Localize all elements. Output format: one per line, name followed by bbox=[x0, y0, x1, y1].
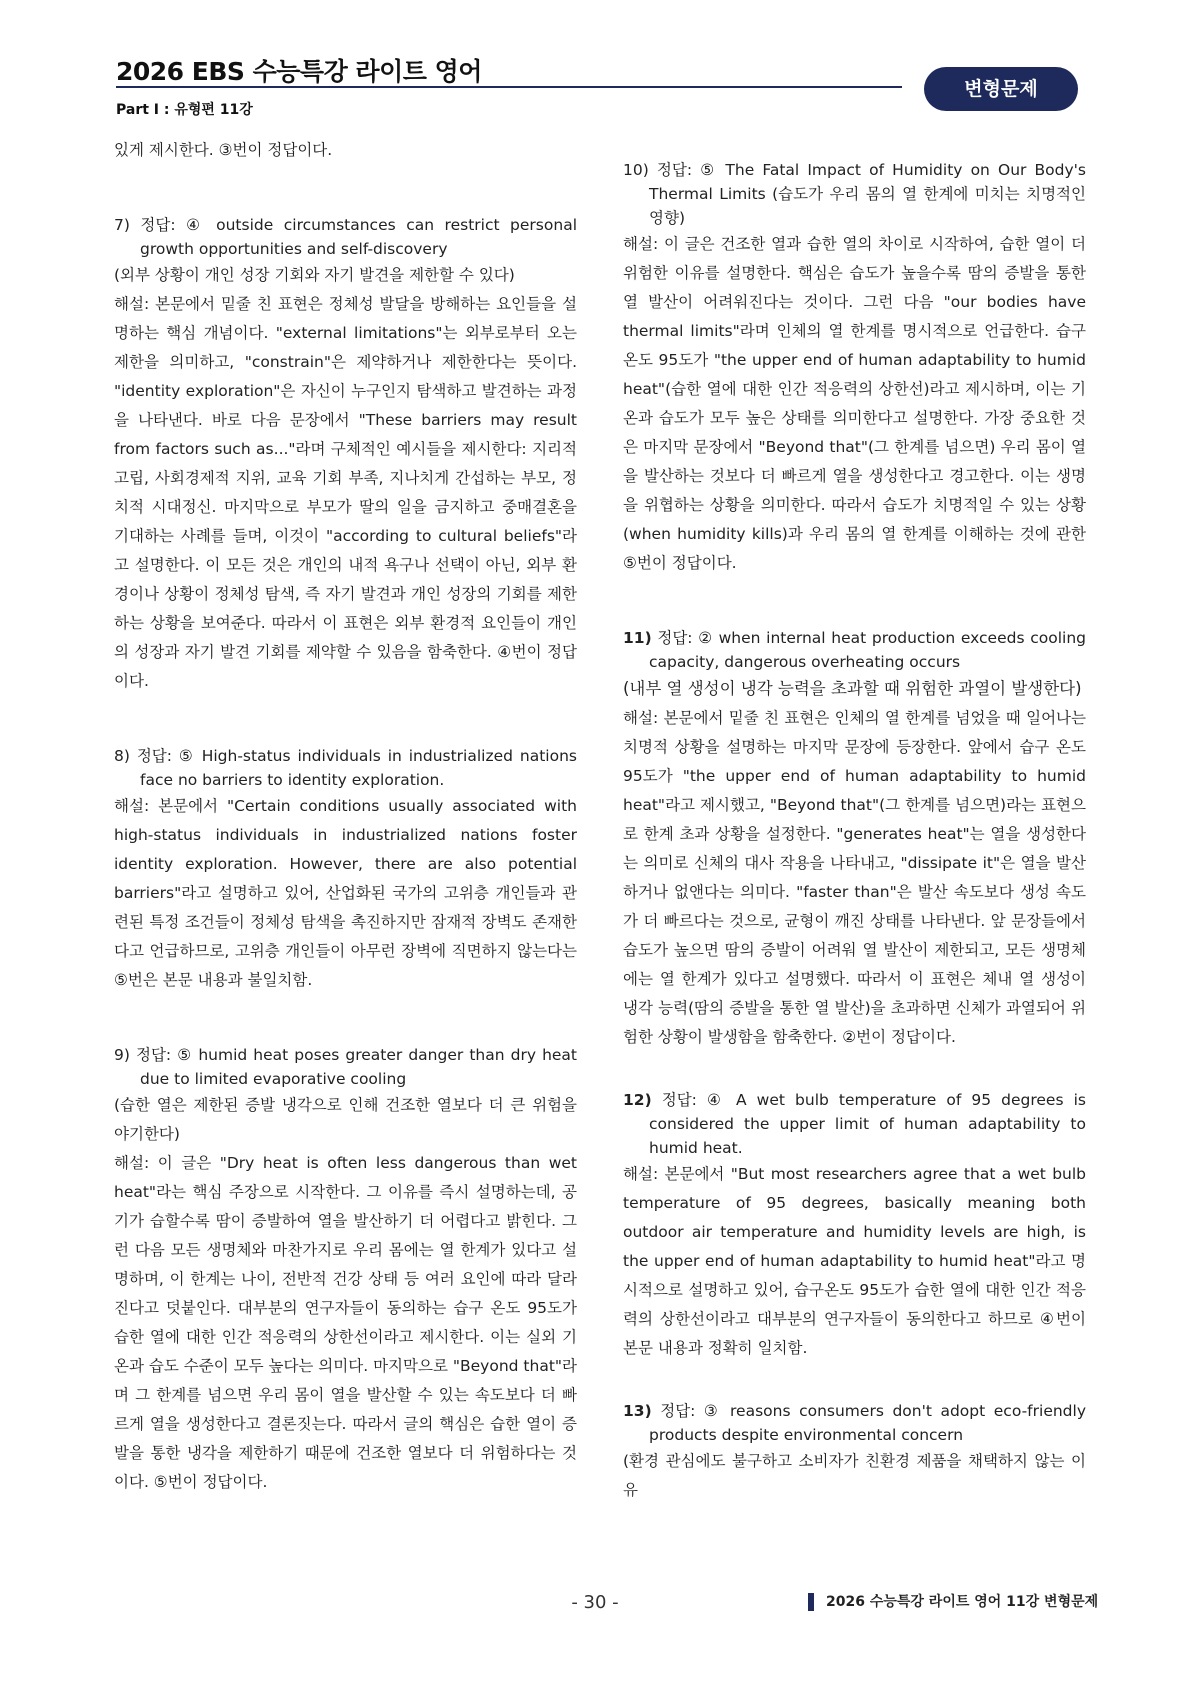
question-8 bbox=[114, 744, 577, 995]
question-9 bbox=[114, 1043, 577, 1497]
question-10 bbox=[623, 158, 1086, 578]
q13-answer-text: 정답: ③ reasons consumers don't adopt eco-friendly products despite environmental concern bbox=[649, 1402, 1086, 1444]
section-subtitle: Part Ⅰ : 유형편 11강 bbox=[116, 102, 253, 118]
q11-answer-text: 정답: ② when internal heat production exceeds cooling capacity, dangerous overheating occurs bbox=[649, 629, 1086, 671]
q11-number: 11) bbox=[623, 629, 652, 647]
header-divider bbox=[116, 86, 902, 88]
q13-answer bbox=[623, 1399, 1086, 1447]
q11-explanation: 해설: 본문에서 밑줄 친 표현은 인체의 열 한계를 넘었을 때 일어나는 치명적 상황을 설명하는 마지막 문장에 등장한다. 앞에서 습구 온도 95도가 "the upper end of human adaptability to humid heat"라고 제시했고, "Beyond that"(그 한계를 넘으면)라는 표현으로 한계 초과 상황을 설정한다. "generates heat"는 열을 생성한다는 의미로 신체의 대사 작용을 나타내고, "dissipate it"은 열을 발산하거나 없앤다는 의미다. "faster than"은 발산 속도보다 생성 속도가 더 빠르다는 것으로, 균형이 깨진 상태를 나타낸다. 앞 문장들에서 습도가 높으면 땀의 증발이 어려워 열 발산이 제한되고, 모든 생명체에는 열 한계가 있다고 설명했다. 따라서 이 표현은 체내 열 생성이 냉각 능력(땀의 증발을 통한 열 발산)을 초과하면 신체가 과열되어 위험한 상황이 발생함을 함축한다. ②번이 정답이다. bbox=[623, 709, 1086, 1046]
left-column bbox=[114, 136, 577, 1497]
question-13 bbox=[623, 1399, 1086, 1505]
q8-explanation: 해설: 본문에서 "Certain conditions usually associated with high-status individuals in industrialized nations foster identity exploration. However, there are also potential barriers"라고 설명하고 있어, 산업화된 국가의 고위층 개인들과 관련된 특정 조건들이 정체성 탐색을 촉진하지만 잠재적 장벽도 존재한다고 언급하므로, 고위층 개인들이 아무런 장벽에 직면하지 않는다는 ⑤번은 본문 내용과 불일치함. bbox=[114, 797, 577, 989]
footer-label: 2026 수능특강 라이트 영어 11강 변형문제 bbox=[808, 1593, 1098, 1611]
q9-answer: 9) 정답: ⑤ humid heat poses greater danger than dry heat due to limited evaporative cooling bbox=[114, 1046, 577, 1088]
q12-explanation: 해설: 본문에서 "But most researchers agree that a wet bulb temperature of 95 degrees, basically meaning both outdoor air temperature and humidity levels are high, is the upper end of human adaptability to humid heat"라고 명시적으로 설명하고 있어, 습구온도 95도가 습한 열에 대한 인간 적응력의 상한선이라고 대부분의 연구자들이 동의한다고 하므로 ④번이 본문 내용과 정확히 일치함. bbox=[623, 1165, 1086, 1357]
q13-number: 13) bbox=[623, 1402, 652, 1420]
q12-answer bbox=[623, 1088, 1086, 1160]
document-title: 2026 EBS 수능특강 라이트 영어 bbox=[116, 57, 482, 86]
q7-translation: (외부 상황이 개인 성장 기회와 자기 발견을 제한할 수 있다) bbox=[114, 266, 515, 284]
q8-answer: 8) 정답: ⑤ High-status individuals in industrialized nations face no barriers to identity exploration. bbox=[114, 747, 577, 789]
q11-translation: (내부 열 생성이 냉각 능력을 초과할 때 위험한 과열이 발생한다) bbox=[623, 679, 1082, 698]
continued-text: 있게 제시한다. ③번이 정답이다. bbox=[114, 141, 333, 159]
q13-translation: (환경 관심에도 불구하고 소비자가 친환경 제품을 채택하지 않는 이유 bbox=[623, 1452, 1086, 1499]
question-12 bbox=[623, 1088, 1086, 1363]
q7-answer: 7) 정답: ④ outside circumstances can restrict personal growth opportunities and self-discovery bbox=[114, 216, 577, 258]
question-7 bbox=[114, 213, 577, 696]
variant-problem-badge: 변형문제 bbox=[924, 67, 1078, 111]
q12-number: 12) bbox=[623, 1091, 652, 1109]
q7-explanation: 해설: 본문에서 밑줄 친 표현은 정체성 발달을 방해하는 요인들을 설명하는 핵심 개념이다. "external limitations"는 외부로부터 오는 제한을 의미하고, "constrain"은 제약하거나 제한한다는 뜻이다. "identity exploration"은 자신이 누구인지 탐색하고 발견하는 과정을 나타낸다. 바로 다음 문장에서 "These barriers may result from factors such as..."라며 구체적인 예시들을 제시한다: 지리적 고립, 사회경제적 지위, 교육 기회 부족, 지나치게 간섭하는 부모, 정치적 시대정신. 마지막으로 부모가 딸의 일을 금지하고 중매결혼을 기대하는 사례를 들며, 이것이 "according to cultural beliefs"라고 설명한다. 이 모든 것은 개인의 내적 욕구나 선택이 아닌, 외부 환경이나 상황이 정체성 탐색, 즉 자기 발견과 개인 성장의 기회를 제한하는 상황을 보여준다. 따라서 이 표현은 외부 환경적 요인들이 개인의 성장과 자기 발견 기회를 제약할 수 있음을 함축한다. ④번이 정답이다. bbox=[114, 295, 577, 690]
q9-explanation: 해설: 이 글은 "Dry heat is often less dangerous than wet heat"라는 핵심 주장으로 시작한다. 그 이유를 즉시 설명하는데, 공기가 습할수록 땀이 증발하여 열을 발산하기 더 어렵다고 밝힌다. 그런 다음 모든 생명체와 마찬가지로 우리 몸에는 열 한계가 있다고 설명하며, 이 한계는 나이, 전반적 건강 상태 등 여러 요인에 따라 달라진다고 덧붙인다. 대부분의 연구자들이 동의하는 습구 온도 95도가 습한 열에 대한 인간 적응력의 상한선이라고 제시한다. 이는 실외 기온과 습도 수준이 모두 높다는 의미다. 마지막으로 "Beyond that"라며 그 한계를 넘으면 우리 몸이 열을 발산할 수 있는 속도보다 더 빠르게 열을 생성한다고 결론짓는다. 따라서 글의 핵심은 습한 열이 증발을 통한 냉각을 제한하기 때문에 건조한 열보다 더 위험하다는 것이다. ⑤번이 정답이다. bbox=[114, 1154, 578, 1491]
q10-answer: 10) 정답: ⑤ The Fatal Impact of Humidity on Our Body's Thermal Limits (습도가 우리 몸의 열 한계에 미치는 치명적인 영향) bbox=[623, 161, 1086, 227]
q10-explanation: 해설: 이 글은 건조한 열과 습한 열의 차이로 시작하여, 습한 열이 더 위험한 이유를 설명한다. 핵심은 습도가 높을수록 땀의 증발을 통한 열 발산이 어려워진다는 것이다. 그런 다음 "our bodies have thermal limits"라며 인체의 열 한계를 명시적으로 언급한다. 습구 온도 95도가 "the upper end of human adaptability to humid heat"(습한 열에 대한 인간 적응력의 상한선)라고 제시하며, 이는 기온과 습도가 모두 높은 상태를 의미한다고 설명한다. 가장 중요한 것은 마지막 문장에서 "Beyond that"(그 한계를 넘으면) 우리 몸이 열을 발산하는 것보다 더 빠르게 열을 생성한다고 경고한다. 이는 생명을 위협하는 상황을 의미한다. 따라서 습도가 치명적일 수 있는 상황(when humidity kills)과 우리 몸의 열 한계를 이해하는 것에 관한 ⑤번이 정답이다. bbox=[623, 235, 1086, 572]
right-column bbox=[623, 158, 1086, 1505]
q9-translation: (습한 열은 제한된 증발 냉각으로 인해 건조한 열보다 더 큰 위험을 야기한다) bbox=[114, 1096, 577, 1143]
q12-answer-text: 정답: ④ A wet bulb temperature of 95 degrees is considered the upper limit of human adaptability to humid heat. bbox=[649, 1091, 1086, 1157]
page-number: - 30 - bbox=[571, 1592, 619, 1613]
question-11 bbox=[623, 626, 1086, 1052]
q11-answer bbox=[623, 626, 1086, 674]
